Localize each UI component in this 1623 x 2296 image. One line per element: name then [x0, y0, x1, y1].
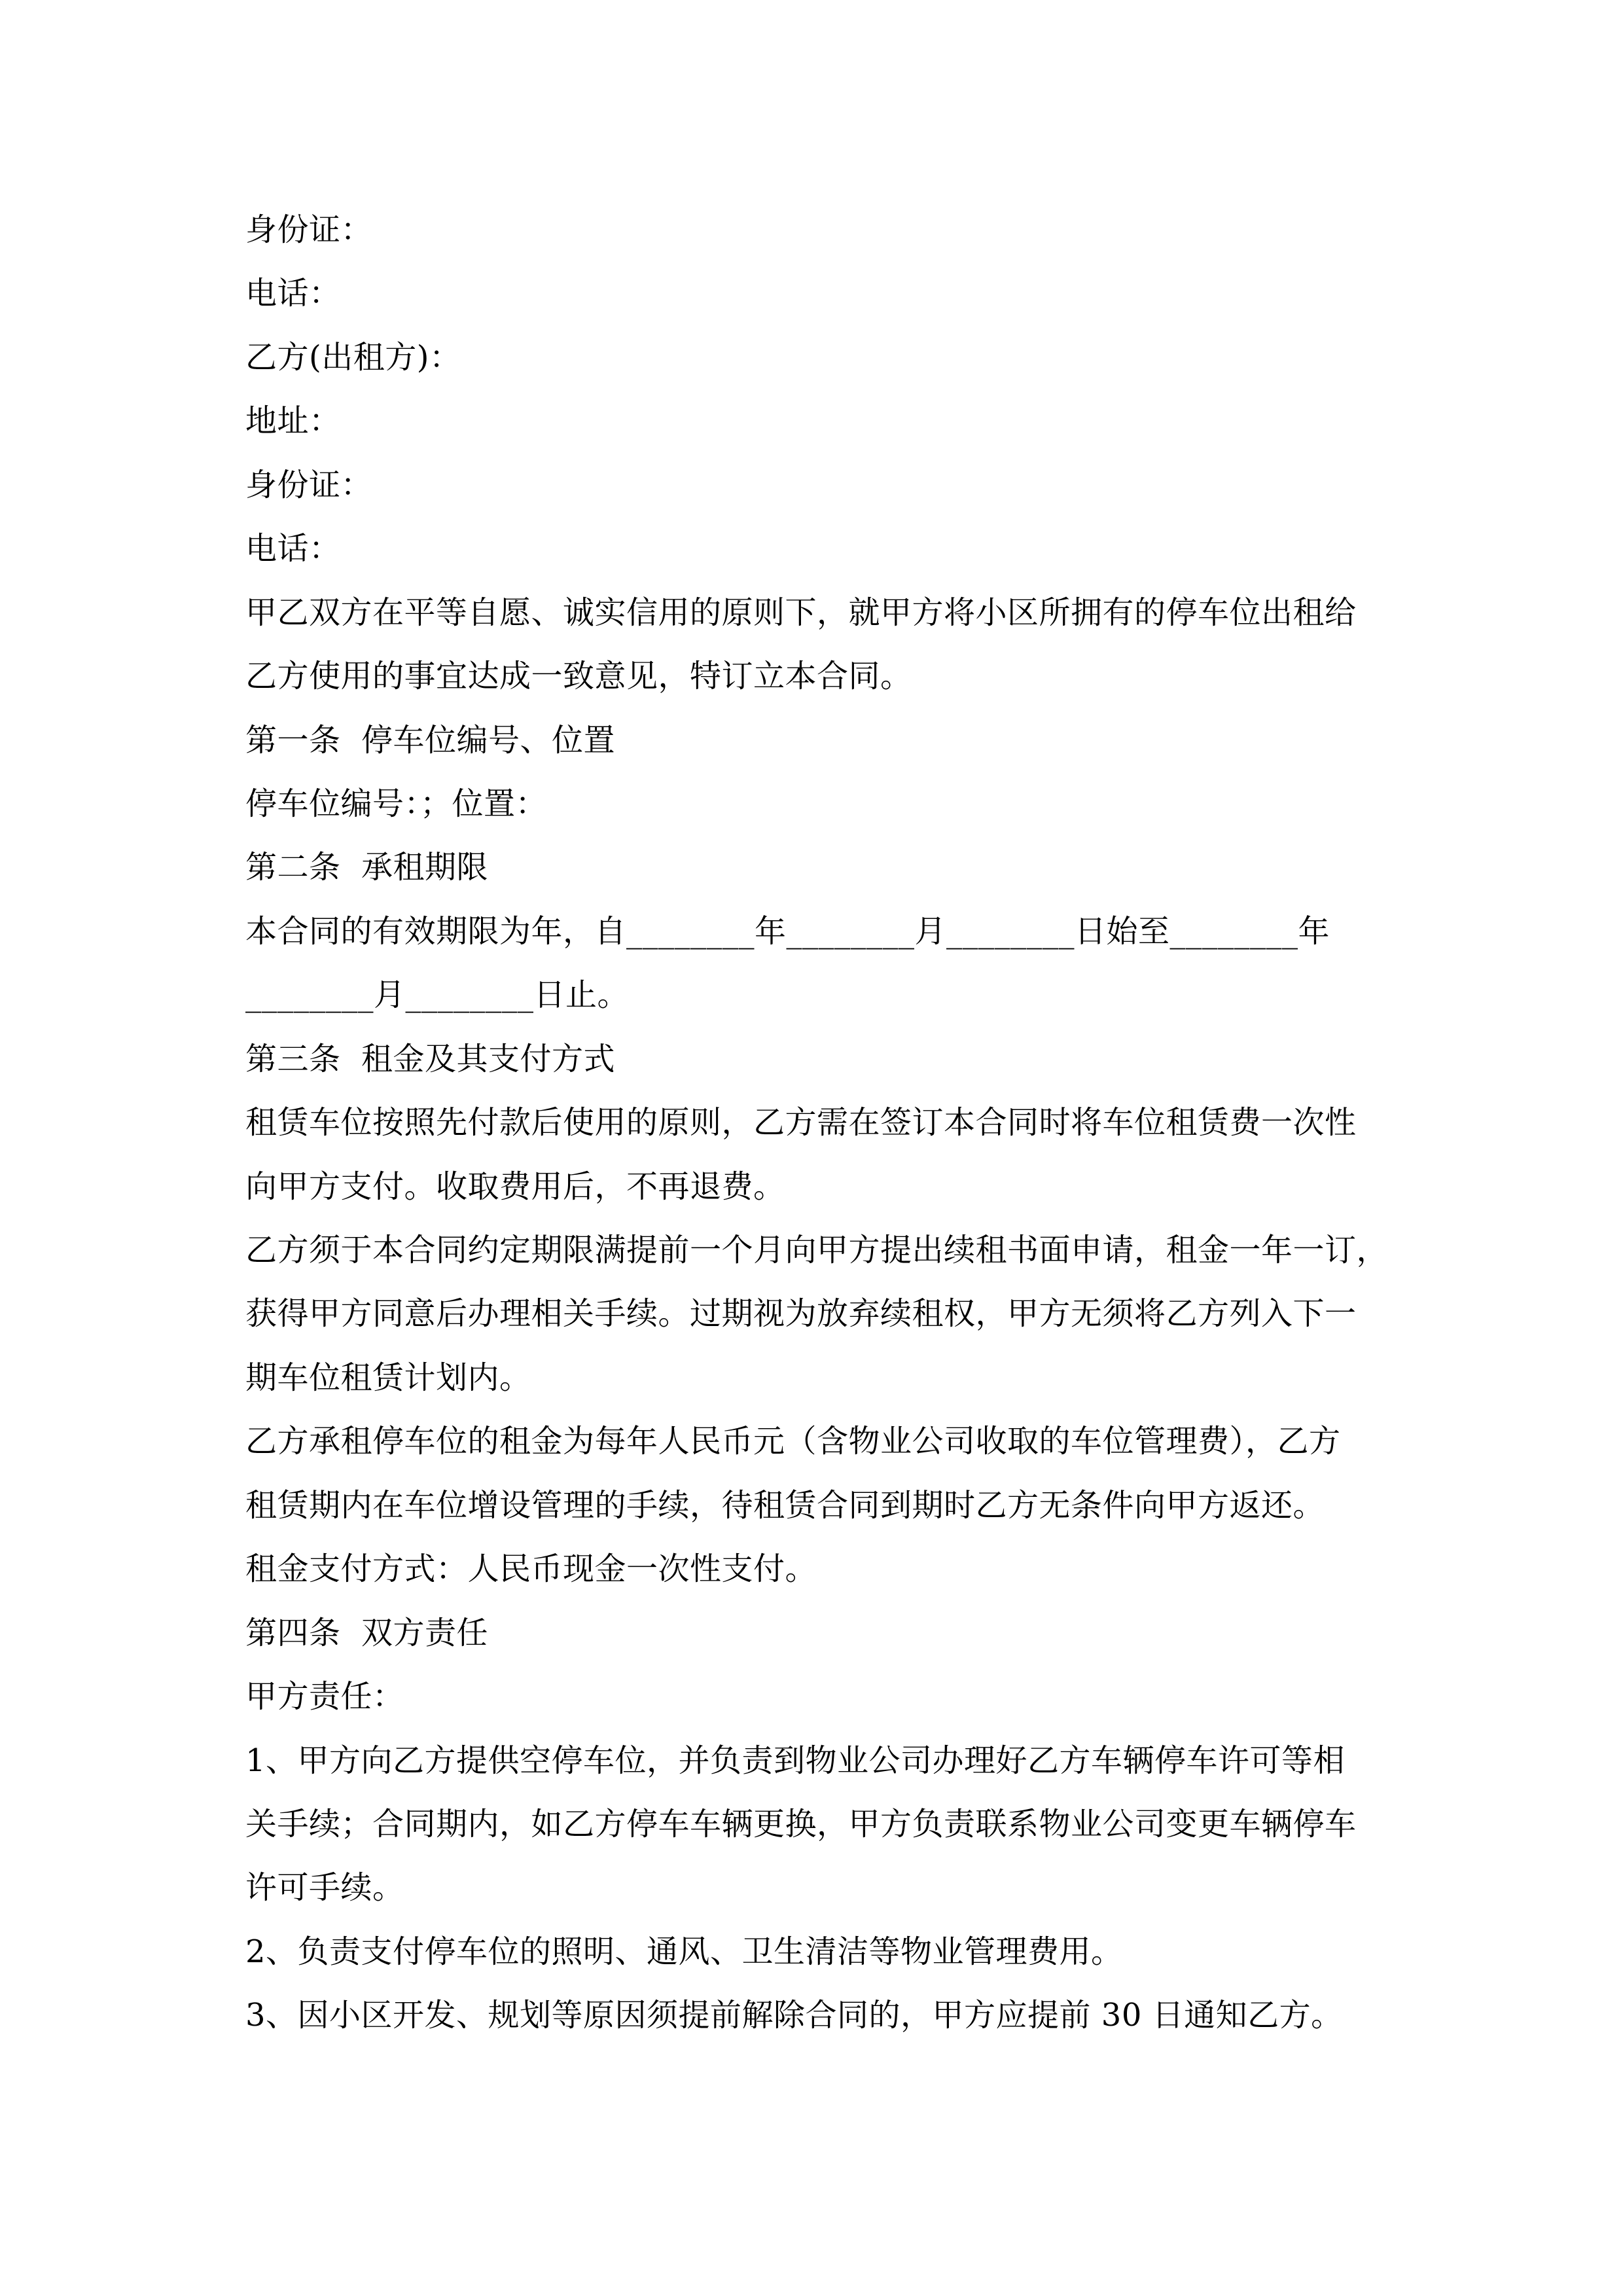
text-line: 身份证： [245, 466, 373, 503]
text-line: 地址： [245, 403, 341, 440]
text-line: 租赁期内在车位增设管理的手续，待租赁合同到期时乙方无条件向甲方返还。 [245, 1486, 1325, 1524]
text-line: 1、甲方向乙方提供空停车位，并负责到物业公司办理好乙方车辆停车许可等相 [245, 1742, 1346, 1779]
text-line: 电话： [245, 530, 341, 567]
text-line: 电话： [245, 275, 341, 312]
text-line: 停车位编号：；位置： [245, 785, 548, 822]
text-line: 乙方(出租方)： [245, 338, 461, 376]
text-line: 本合同的有效期限为年，自________年________月________日始至________年 [245, 912, 1330, 950]
text-line: 第二条 承租期限 [245, 849, 489, 886]
text-line: 向甲方支付。收取费用后，不再退费。 [245, 1168, 785, 1205]
text-line: 租金支付方式：人民币现金一次性支付。 [245, 1551, 817, 1588]
text-line: ________月________日止。 [245, 977, 630, 1014]
text-line: 乙方使用的事宜达成一致意见，特订立本合同。 [245, 658, 912, 695]
text-line: 甲方责任： [245, 1678, 404, 1715]
text-line: 第三条 租金及其支付方式 [245, 1040, 616, 1077]
text-line: 第四条 双方责任 [245, 1614, 489, 1651]
text-line: 身份证： [245, 211, 373, 248]
text-line: 租赁车位按照先付款后使用的原则，乙方需在签订本合同时将车位租赁费一次性 [245, 1104, 1357, 1141]
text-line: 许可手续。 [245, 1869, 404, 1907]
text-line: 获得甲方同意后办理相关手续。过期视为放弃续租权，甲方无须将乙方列入下一 [245, 1295, 1357, 1333]
text-line: 期车位租赁计划内。 [245, 1359, 531, 1396]
text-line: 第一条 停车位编号、位置 [245, 721, 616, 759]
text-line: 3、因小区开发、规划等原因须提前解除合同的，甲方应提前 30 日通知乙方。 [245, 1997, 1343, 2034]
text-line: 乙方须于本合同约定期限满提前一个月向甲方提出续租书面申请，租金一年一订， [245, 1232, 1389, 1268]
text-line: 甲乙双方在平等自愿、诚实信用的原则下，就甲方将小区所拥有的停车位出租给 [245, 594, 1357, 631]
contract-body [245, 198, 1389, 2048]
text-line: 关手续；合同期内，如乙方停车车辆更换，甲方负责联系物业公司变更车辆停车 [245, 1805, 1357, 1842]
text-line: 乙方承租停车位的租金为每年人民币元（含物业公司收取的车位管理费），乙方 [245, 1423, 1341, 1460]
text-line: 2、负责支付停车位的照明、通风、卫生清洁等物业管理费用。 [245, 1933, 1123, 1970]
